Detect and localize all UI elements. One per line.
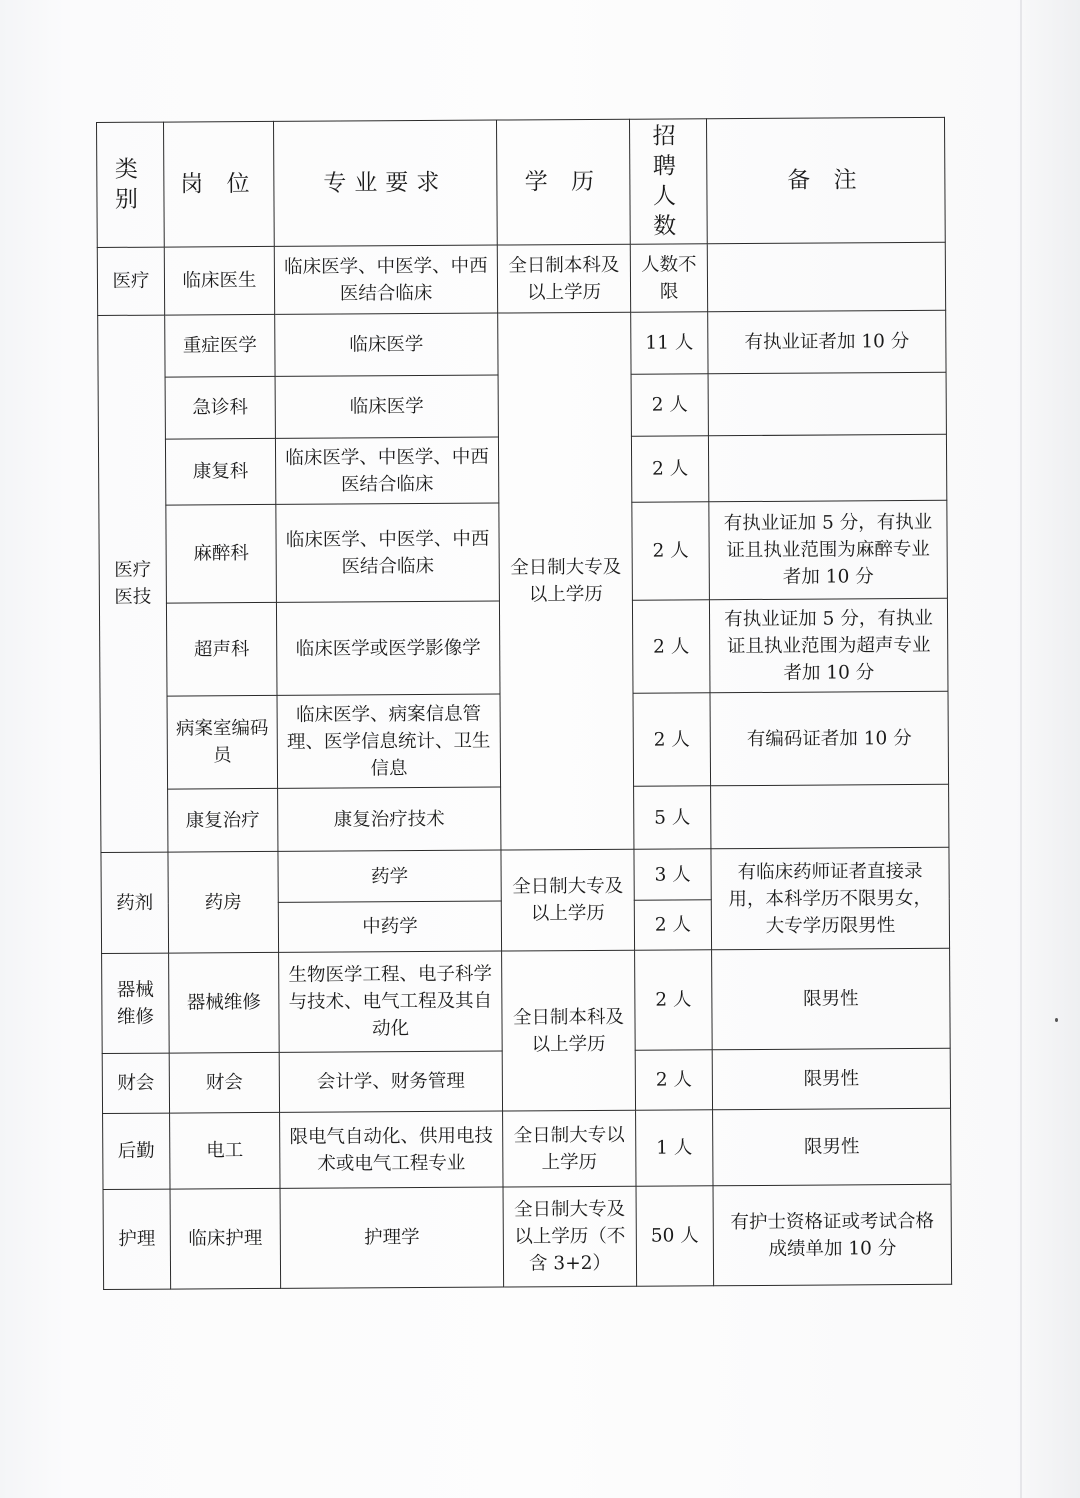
- count-cell: 3 人: [634, 849, 711, 900]
- table-row: [102, 948, 951, 1053]
- table-row: [101, 847, 949, 903]
- major-cell: 临床医学、中医学、中西医结合临床: [275, 437, 498, 504]
- table-row: [98, 310, 946, 377]
- notes-cell: [711, 784, 949, 848]
- table-row: [97, 242, 945, 315]
- notes-cell: 有执业证加 5 分，有执业证且执业范围为超声专业者加 10 分: [709, 598, 948, 692]
- count-cell: 人数不限: [630, 244, 707, 312]
- notes-cell: [708, 434, 946, 501]
- major-cell: 临床医学、中医学、中西医结合临床: [276, 503, 500, 602]
- table-row: [103, 1184, 952, 1289]
- scan-speck: [1055, 1018, 1058, 1022]
- paper-fold-shadow: [1020, 0, 1022, 1498]
- education-cell: 全日制大专以上学历: [503, 1110, 636, 1187]
- notes-cell: 有临床药师证者直接录用，本科学历不限男女，大专学历限男性: [711, 847, 950, 949]
- notes-cell: [707, 242, 945, 311]
- table-row: [103, 1108, 951, 1189]
- header-position: 岗 位: [164, 121, 275, 247]
- notes-cell: 有执业证加 5 分，有执业证且执业范围为麻醉专业者加 10 分: [709, 500, 948, 599]
- major-cell: 会计学、财务管理: [279, 1051, 502, 1112]
- category-cell: 后勤: [103, 1113, 170, 1189]
- notes-cell: [708, 372, 946, 435]
- major-cell: 中药学: [278, 901, 501, 952]
- position-cell: 财会: [169, 1052, 279, 1113]
- position-cell: 药房: [168, 851, 279, 953]
- count-cell: 50 人: [636, 1186, 714, 1286]
- education-cell: 全日制本科及以上学历: [497, 244, 630, 313]
- category-cell: 药剂: [101, 852, 169, 953]
- position-cell: 临床护理: [170, 1188, 281, 1289]
- major-cell: 药学: [278, 850, 501, 902]
- notes-cell: 限男性: [712, 1048, 950, 1109]
- notes-cell: 有编码证者加 10 分: [710, 691, 949, 785]
- count-cell: 1 人: [636, 1110, 713, 1186]
- header-major: 专业要求: [273, 120, 497, 246]
- position-cell: 超声科: [166, 602, 277, 696]
- count-cell: 2 人: [634, 900, 711, 950]
- position-cell: 电工: [170, 1112, 280, 1189]
- recruitment-table: [96, 117, 952, 1290]
- major-cell: 生物医学工程、电子科学与技术、电气工程及其自动化: [279, 951, 503, 1052]
- position-cell: 急诊科: [165, 376, 275, 439]
- category-cell: 财会: [102, 1053, 169, 1113]
- count-cell: 2 人: [631, 374, 708, 436]
- position-cell: 康复科: [165, 438, 275, 505]
- major-cell: 限电气自动化、供用电技术或电气工程专业: [280, 1111, 503, 1188]
- header-notes: 备 注: [706, 117, 945, 243]
- education-cell: 全日制大专及以上学历: [501, 849, 635, 951]
- major-cell: 康复治疗技术: [278, 787, 501, 851]
- notes-cell: 有护士资格证或考试合格成绩单加 10 分: [713, 1184, 952, 1285]
- major-cell: 临床医学、中医学、中西医结合临床: [274, 245, 497, 314]
- count-cell: 11 人: [631, 312, 708, 374]
- education-cell: 全日制大专及以上学历: [498, 312, 634, 850]
- category-cell: 器械维修: [102, 953, 170, 1053]
- header-category: 类别: [97, 122, 165, 247]
- major-cell: 临床医学: [275, 313, 498, 376]
- count-cell: 2 人: [632, 502, 710, 600]
- count-cell: 2 人: [632, 600, 710, 693]
- position-cell: 临床医生: [164, 246, 274, 315]
- category-cell: 医疗: [97, 247, 164, 315]
- education-cell: 全日制本科及以上学历: [502, 950, 636, 1111]
- position-cell: 重症医学: [165, 314, 275, 377]
- major-cell: 护理学: [280, 1187, 504, 1288]
- header-education: 学 历: [496, 119, 630, 245]
- category-cell: 护理: [103, 1189, 171, 1289]
- category-cell: 医疗医技: [98, 315, 168, 852]
- count-cell: 5 人: [634, 786, 711, 849]
- major-cell: 临床医学: [275, 375, 498, 438]
- position-cell: 麻醉科: [166, 504, 277, 603]
- count-cell: 2 人: [635, 1050, 712, 1110]
- count-cell: 2 人: [631, 436, 708, 502]
- count-cell: 2 人: [635, 950, 713, 1050]
- position-cell: 病案室编码员: [167, 695, 278, 789]
- major-cell: 临床医学或医学影像学: [276, 601, 500, 695]
- table-header-row: [97, 117, 946, 247]
- position-cell: 康复治疗: [168, 788, 278, 852]
- notes-cell: 有执业证者加 10 分: [708, 310, 946, 373]
- education-cell: 全日制大专及以上学历（不含 3+2）: [503, 1186, 637, 1287]
- position-cell: 器械维修: [169, 952, 280, 1053]
- notes-cell: 限男性: [713, 1108, 951, 1185]
- major-cell: 临床医学、病案信息管理、医学信息统计、卫生信息: [277, 694, 501, 788]
- count-cell: 2 人: [633, 693, 711, 786]
- notes-cell: 限男性: [712, 948, 951, 1049]
- header-count: 招聘人数: [629, 119, 707, 244]
